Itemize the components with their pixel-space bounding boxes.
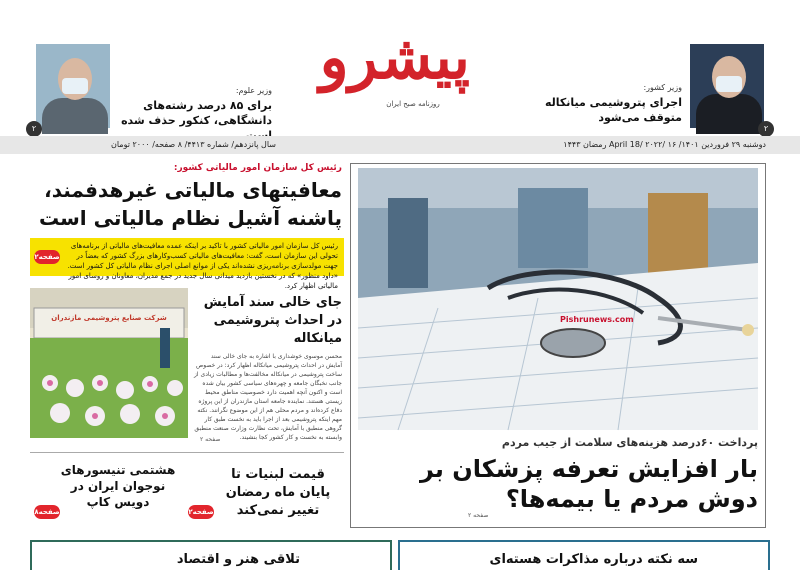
petrochemical-illustration xyxy=(30,288,188,438)
petrochemical-banner-text: شرکت صنایع پتروشیمی مازندران xyxy=(51,314,167,322)
bottom-box-art[interactable] xyxy=(30,540,392,570)
tennis-headline[interactable]: هشتمی تنیسورهای نوجوان ایران در دویس کاپ xyxy=(60,463,176,509)
dateline-right: دوشنبه ۲۹ فروردین ۱۴۰۱/ April 18/ ۲۰۲۲/ ۱۶ رمضان ۱۴۴۳ xyxy=(563,140,766,149)
interior-minister-photo xyxy=(688,42,766,130)
lead-story-kicker: رئیس کل سازمان امور مالیاتی کشور: xyxy=(173,163,342,173)
bottom-box-art-title: تلاقی هنر و اقتصاد xyxy=(176,552,300,567)
main-story-headline[interactable]: بار افزایش تعرفه پزشکان بر دوش مردم یا بیمه‌ها؟ xyxy=(420,455,758,513)
photo-watermark: Pishrunews.com xyxy=(560,315,634,324)
main-story-kicker: پرداخت ۶۰درصد هزینه‌های سلامت از جیب مردم xyxy=(501,436,758,449)
dairy-price-badge[interactable]: صفحه۲ xyxy=(188,505,214,519)
bottom-box-nuclear[interactable] xyxy=(398,540,770,570)
dairy-price-headline[interactable]: قیمت لبنیات تا پایان ماه رمضان تغییر نمی‌کند xyxy=(225,467,331,518)
petrochemical-photo xyxy=(30,288,188,438)
bottom-box-nuclear-title: سه نکته درباره مذاکرات هسته‌ای xyxy=(489,552,698,567)
mid-story-page: صفحه ۲ xyxy=(200,436,221,443)
page-tag-left: ۲ xyxy=(26,121,42,137)
right-teaser-kicker: وزیر کشور: xyxy=(643,83,682,92)
lead-story-summary: رئیس کل سازمان امور مالیاتی کشور با تاکید بر اینکه عمده معافیت‌های مالیاتی از برنامه‌های تحولی این سازمان است، گفت: معافیت‌های مالیاتی کسب‌وکارهای بزرگ کشور که بعضاً در جهت مولدسازی برنامه‌ریزی نشده‌اند یکی از موانع اصلی اجرای نظام مالیاتی کل کشور است. «داود منظور» که در نخستین بازدید میدانی سال جدید در جمع مدیران، معاونان و روسای امور مالیاتی اظهار کرد. xyxy=(30,238,344,276)
right-teaser-title[interactable]: اجرای پتروشیمی میانکاله متوقف می‌شود xyxy=(544,96,682,124)
lead-story-page-badge[interactable]: صفحه۲ xyxy=(34,250,60,264)
mid-story-headline[interactable]: جای خالی سند آمایش در احداث پتروشیمی میانکاله xyxy=(203,295,342,346)
divider-line xyxy=(30,452,344,453)
stethoscope-illustration xyxy=(358,168,758,430)
left-teaser-title[interactable]: برای ۸۵ درصد رشته‌های دانشگاهی، کنکور حذف شده xyxy=(121,99,272,127)
science-minister-photo xyxy=(34,42,112,130)
tennis-badge[interactable]: صفحه۸ xyxy=(34,505,60,519)
main-story-page: صفحه ۲ xyxy=(468,512,489,519)
logo-tagline: روزنامه صبح ایران xyxy=(386,100,440,108)
stethoscope-photo xyxy=(358,168,758,430)
dateline-left: سال پانزدهم/ شماره ۴۴۱۳/ ۸ صفحه/ ۲۰۰۰ تومان xyxy=(110,140,276,149)
left-teaser-kicker: وزیر علوم: xyxy=(235,86,272,95)
page-tag-right: ۲ xyxy=(758,121,774,137)
newspaper-logo: پیشرو xyxy=(319,23,470,93)
mid-story-body: محسن موسوی خوشداری با اشاره به جای خالی سند آمایش در احداث پتروشیمی میانکاله اظهار کرد: در خصوص ساخت پتروشیمی در میانکاله مخالفت‌ها و مطالبات زیادی از جانب نخبگان جامعه و چهره‌های سیاسی کشور بیان شده است و اکنون آنچه اهمیت دارد خصوصیت مناطق محیط زیستی هستند. نماینده جامعه استان مازندران از این پروژه دفاع کرده‌اند و مردم محلی هم از این موضوع نگرانند. نکته مهم اینکه پتروشیمی بعد از اجرا باید به نخست طبق کار گروهی منطبق با آمایش، تحت نظارت وزارت صنعت منطبق وابسته به نخست و کار کشور کجا بنشیند. xyxy=(194,353,342,441)
lead-story-headline[interactable]: معافیتهای مالیاتی غیرهدفمند، پاشنه آشیل نظام مالیاتی است xyxy=(38,178,342,230)
